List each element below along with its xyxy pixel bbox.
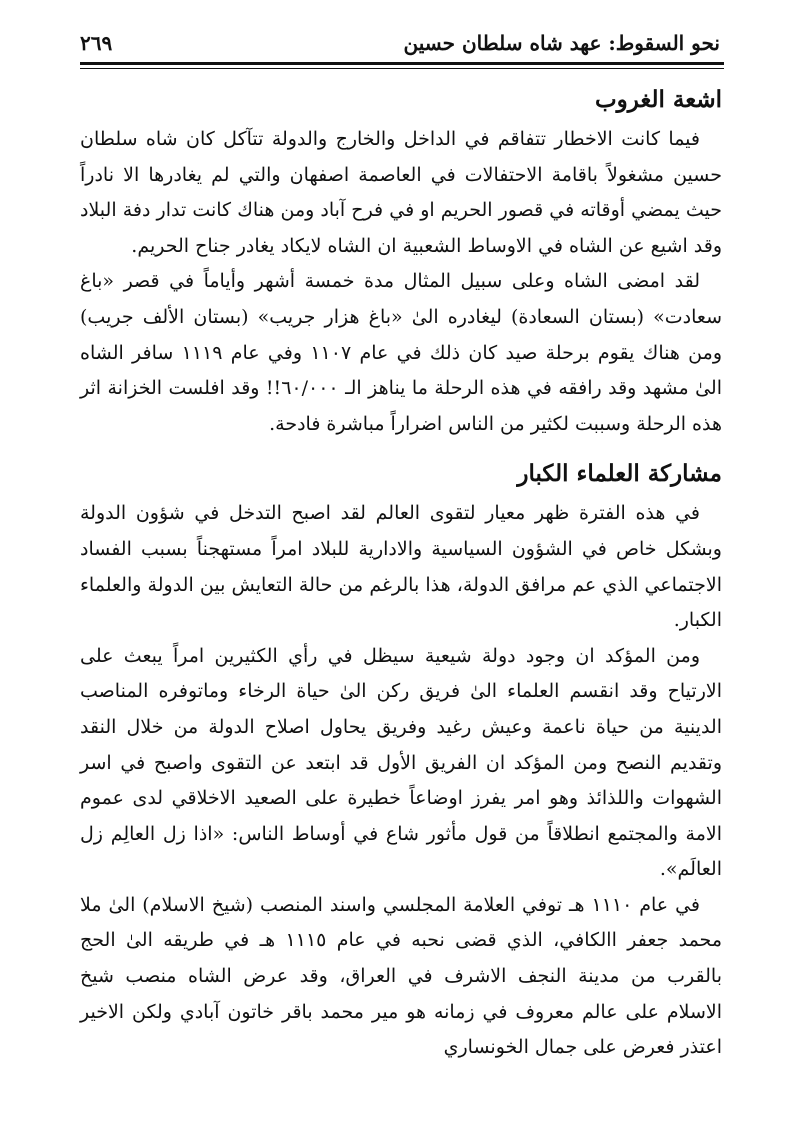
paragraph: فيما كانت الاخطار تتفاقم في الداخل والخارج والدولة تتآكل كان شاه سلطان حسين مشغولاً باقامة الاحتفالات في العاصمة اصفهان والتي لم يغادرها الا نادراً حيث يمضي أوقاته في قصور الحريم او في فرح آباد ومن هناك كانت تدار دفة البلاد وقد اشيع عن الشاه في الاوساط الشعبية ان الشاه لايكاد يغادر جناح الحريم. bbox=[80, 128, 722, 257]
section-heading: اشعة الغروب bbox=[594, 86, 722, 113]
running-title: نحو السقوط: عهد شاه سلطان حسين bbox=[403, 31, 720, 55]
paragraph: لقد امضى الشاه وعلى سبيل المثال مدة خمسة أشهر وأياماً في قصر «باغ سعادت» (بستان السعادة) ليغادره الىٰ «باغ هزار جريب» (بستان الألف جريب) ومن هناك يقوم برحلة صيد كان ذلك في عام ١١٠٧ وفي عام ١١١٩ سافر الشاه الىٰ مشهد وقد رافقه في هذه الرحلة ما يناهز الـ ٦٠/٠٠٠!! وقد افلست الخزانة اثر هذه الرحلة وسببت لكثير من الناس اضراراً مباشرة فادحة. bbox=[80, 270, 722, 435]
page-body bbox=[80, 78, 722, 1066]
section-heading: مشاركة العلماء الكبار bbox=[517, 460, 722, 488]
section-sunset-rays bbox=[80, 78, 722, 442]
paragraph: في عام ١١١٠ هـ توفي العلامة المجلسي واسند المنصب (شيخ الاسلام) الىٰ ملا محمد جعفر االكافي، الذي قضى نحبه في عام ١١١٥ هـ في طريقه الىٰ الحج بالقرب من مدينة النجف الاشرف في العراق، وقد عرض الشاه منصب شيخ الاسلام على عالم معروف في زمانه هو مير محمد باقر خاتون آبادي ولكن الاخير اعتذر فعرض على جمال الخونساري bbox=[80, 893, 722, 1059]
running-head bbox=[80, 28, 720, 58]
page-number: ٢٦٩ bbox=[80, 31, 113, 55]
paragraph: ومن المؤكد ان وجود دولة شيعية سيظل في رأي الكثيرين امراً يبعث على الارتياح وقد انقسم العلماء الىٰ فريق ركن الىٰ حياة الرخاء وماتوفره المناصب الدينية من حياة ناعمة وعيش رغيد وفريق يحاول اصلاح الدولة من خلال النقد وتقديم النصح ومن المؤكد ان الفريق الأول قد ابتعد عن التقوى واصبح في اسر الشهوات واللذائذ وهو امر يفرز اوضاعاً خطيرة على الصعيد الاخلاقي لدى عموم الامة والمجتمع انطلاقاً من قول مأثور شاع في أوساط الناس: «اذا زل العالِم زل العالَم». bbox=[80, 644, 722, 881]
section-scholars-participation bbox=[80, 452, 722, 1066]
paragraph: في هذه الفترة ظهر معيار لتقوى العالم لقد اصبح التدخل في شؤون الدولة وبشكل خاص في الشؤون السياسية والادارية للبلاد امراً مستهجناً بسبب الفساد الاجتماعي الذي عم مرافق الدولة، هذا بالرغم من حالة التعايش بين الدولة والعلماء الكبار. bbox=[80, 502, 722, 632]
header-rule-thin bbox=[80, 68, 724, 69]
header-rule-thick bbox=[80, 62, 724, 65]
